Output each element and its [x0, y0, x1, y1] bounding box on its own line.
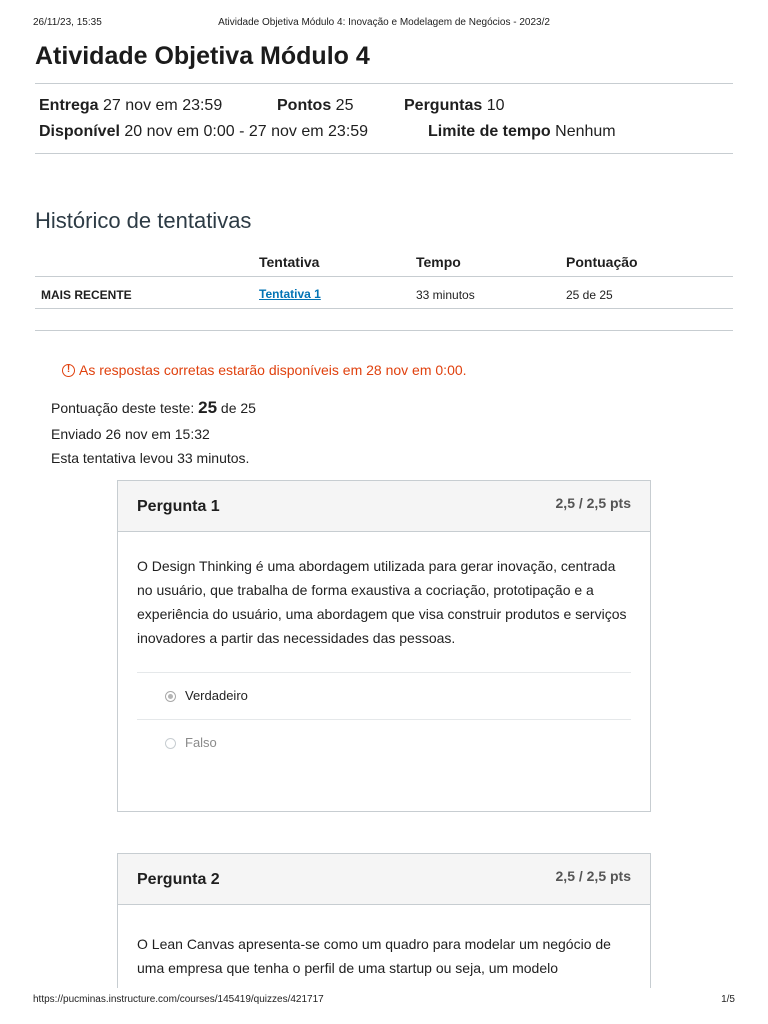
question-2 [117, 853, 651, 988]
score-value: 25 [198, 398, 218, 417]
due-value: 27 nov em 23:59 [103, 97, 223, 114]
score-suffix: de 25 [220, 400, 256, 416]
time-limit-label: Limite de tempo [428, 123, 551, 140]
available-label: Disponível [39, 123, 120, 140]
points-value: 25 [335, 97, 354, 114]
answer-option-true[interactable] [137, 672, 631, 719]
print-document-title: Atividade Objetiva Módulo 4: Inovação e Modelagem de Negócios - 2023/2 [218, 17, 550, 28]
duration-line: Esta tentativa levou 33 minutos. [51, 450, 250, 466]
questions-value: 10 [486, 97, 505, 114]
available-value: 20 nov em 0:00 - 27 nov em 23:59 [124, 123, 369, 140]
question-count [404, 97, 505, 115]
availability [39, 123, 368, 141]
warning-icon: ! [62, 364, 75, 377]
print-footer [33, 994, 735, 1005]
answers-availability-notice [62, 362, 467, 378]
points-label: Pontos [277, 97, 332, 114]
question-title: Pergunta 1 [137, 498, 220, 515]
question-1 [117, 480, 651, 812]
submitted-line: Enviado 26 nov em 15:32 [51, 426, 210, 442]
table-divider [35, 308, 733, 309]
due-date [39, 97, 222, 115]
due-label: Entrega [39, 97, 99, 114]
page-title: Atividade Objetiva Módulo 4 [35, 42, 370, 70]
questions-label: Perguntas [404, 97, 483, 114]
points [277, 97, 353, 115]
answer-list [137, 672, 631, 766]
question-text: O Lean Canvas apresenta-se como um quadro para modelar um negócio de uma empresa que tenha o perfil de uma startup ou seja, um modelo [137, 936, 611, 976]
attempt-history-title: Histórico de tentativas [35, 208, 252, 233]
column-header-attempt: Tentativa [259, 254, 320, 270]
divider [35, 83, 733, 84]
answer-label: Verdadeiro [185, 688, 248, 703]
table-divider [35, 276, 733, 277]
time-limit [428, 123, 616, 141]
divider [35, 153, 733, 154]
notice-text: As respostas corretas estarão disponíveis em 28 nov em 0:00. [79, 362, 467, 378]
print-page-number: 1/5 [721, 994, 735, 1005]
print-date: 26/11/23, 15:35 [33, 17, 102, 28]
print-header [33, 17, 735, 31]
print-url: https://pucminas.instructure.com/courses/145419/quizzes/421717 [33, 994, 324, 1005]
column-header-time: Tempo [416, 254, 461, 270]
column-header-score: Pontuação [566, 254, 638, 270]
attempt-row-label: MAIS RECENTE [41, 288, 132, 302]
attempt-1-link[interactable]: Tentativa 1 [259, 287, 321, 301]
score-prefix: Pontuação deste teste: [51, 400, 195, 416]
attempt-score: 25 de 25 [566, 288, 613, 302]
question-text: O Design Thinking é uma abordagem utilizada para gerar inovação, centrada no usuário, que trabalha de forma exaustiva a cocriação, prototipação e a experiência do usuário, uma abordagem que visa construir produtos e serviços inovadores a partir das necessidades das pessoas. [137, 558, 627, 646]
radio-unselected-icon[interactable] [165, 738, 176, 749]
question-body [118, 532, 650, 766]
radio-selected-icon[interactable] [165, 691, 176, 702]
answer-label: Falso [185, 735, 217, 750]
question-header [118, 481, 650, 532]
question-header [118, 854, 650, 905]
question-body [118, 905, 650, 980]
question-points: 2,5 / 2,5 pts [555, 868, 631, 884]
question-title: Pergunta 2 [137, 871, 220, 888]
attempt-time: 33 minutos [416, 288, 475, 302]
answer-option-false[interactable] [137, 719, 631, 766]
time-limit-value: Nenhum [555, 123, 616, 140]
quiz-score-line [51, 398, 256, 418]
question-points: 2,5 / 2,5 pts [555, 495, 631, 511]
divider [35, 330, 733, 331]
